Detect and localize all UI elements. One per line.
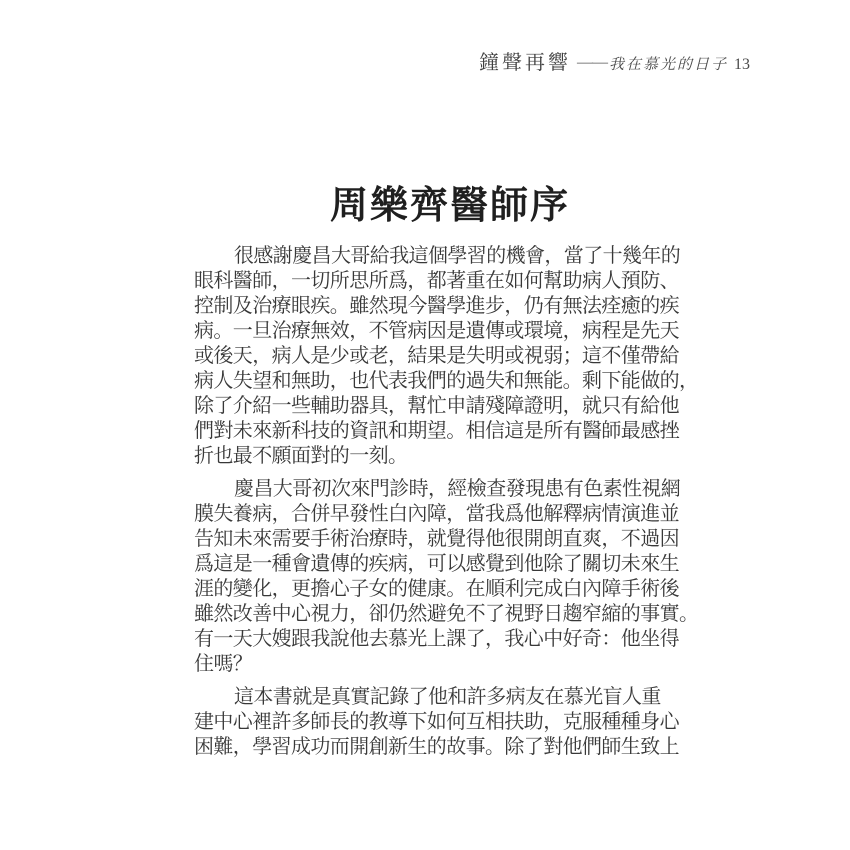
text-line: 們對未來新科技的資訊和期望。相信這是所有醫師最感挫 [194,420,679,442]
text-line: 告知未來需要手術治療時，就覺得他很開朗直爽，不過因 [194,528,679,550]
text-line: 雖然改善中心視力，卻仍然避免不了視野日趨窄縮的事實。 [194,603,699,625]
text-line: 折也最不願面對的一刻。 [194,445,408,467]
text-line: 眼科醫師，一切所思所爲，都著重在如何幫助病人預防、 [194,270,679,292]
text-line: 慶昌大哥初次來門診時，經檢查發現患有色素性視網 [234,478,681,500]
text-line: 病人失望和無助，也代表我們的過失和無能。剩下能做的， [194,370,699,392]
body-text [194,244,699,768]
paragraph-3 [194,685,679,760]
text-line: 建中心裡許多師長的教導下如何互相扶助，克服種種身心 [194,711,679,733]
page-number: 13 [734,56,750,73]
running-header [479,46,750,75]
text-line: 困難，學習成功而開創新生的故事。除了對他們師生致上 [194,736,679,758]
text-line: 病。一旦治療無效，不管病因是遺傳或環境，病程是先天 [194,320,679,342]
header-book-title: 鐘聲再響 [478,52,571,74]
text-line: 膜失養病，合併早發性白內障，當我爲他解釋病情演進並 [194,503,679,525]
text-line: 住嗎？ [194,653,253,675]
paragraph-2 [194,477,699,677]
text-line: 或後天，病人是少或老，結果是失明或視弱；這不僅帶給 [194,345,679,367]
text-line: 除了介紹一些輔助器具，幫忙申請殘障證明，就只有給他 [194,395,679,417]
text-line: 涯的變化，更擔心子女的健康。在順利完成白內障手術後 [194,578,679,600]
header-subtitle: 我在慕光的日子 [608,57,728,73]
text-line: 很感謝慶昌大哥給我這個學習的機會，當了十幾年的 [234,245,681,267]
text-line: 控制及治療眼疾。雖然現今醫學進步，仍有無法痊癒的疾 [194,295,679,317]
header-dash: —— [576,54,607,71]
paragraph-1 [194,244,699,469]
text-line: 爲這是一種會遺傳的疾病，可以感覺到他除了關切未來生 [194,553,679,575]
section-title: 周樂齊醫師序 [329,185,570,227]
text-line: 有一天大嫂跟我說他去慕光上課了，我心中好奇：他坐得 [194,628,679,650]
text-line: 這本書就是真實記錄了他和許多病友在慕光盲人重 [234,686,661,708]
